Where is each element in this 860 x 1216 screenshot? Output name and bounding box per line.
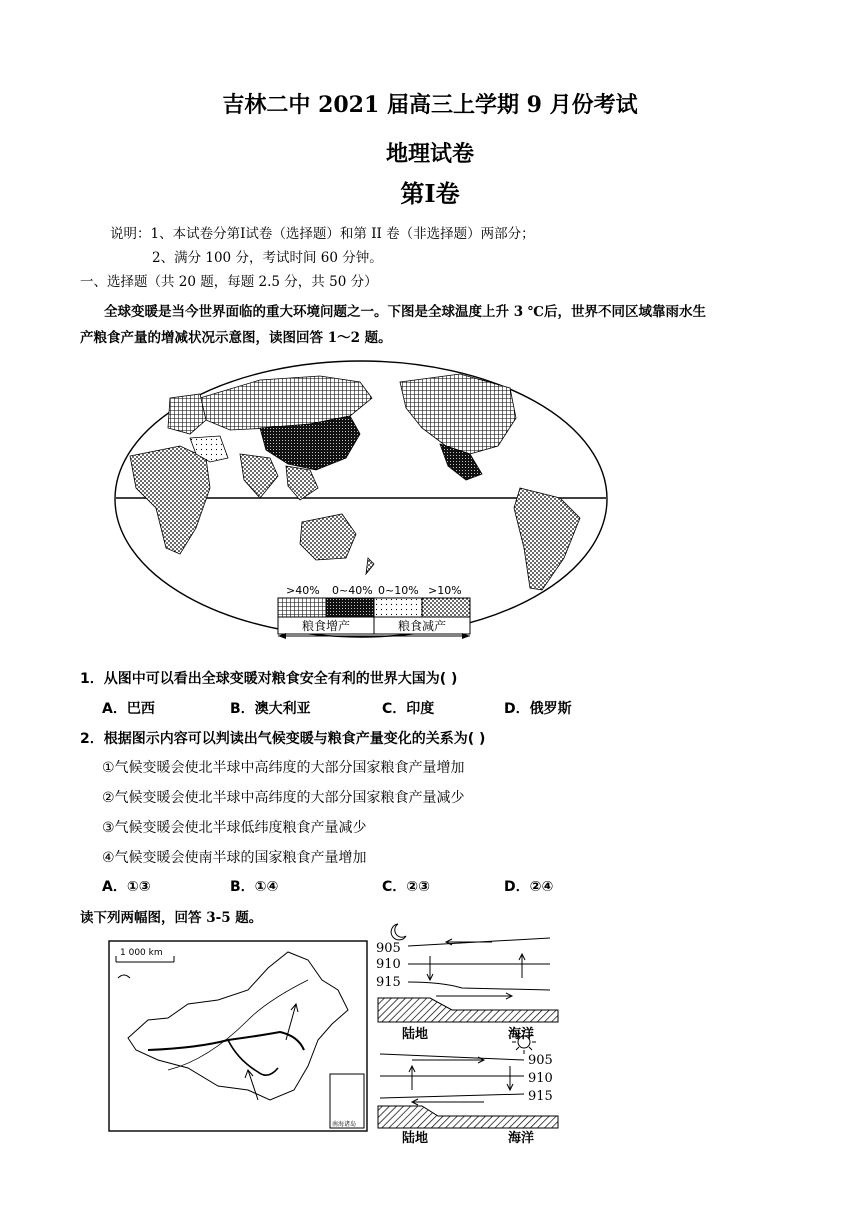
bottom-isobar-915: 915 [528,1089,553,1104]
q1-stem: 1．从图中可以看出全球变暖对粮食安全有利的世界大国为( ) [80,671,458,687]
q1-option-d[interactable]: D．俄罗斯 [504,701,572,717]
q1-option-a[interactable]: A．巴西 [102,701,155,717]
bottom-land-label: 陆地 [402,1131,429,1144]
top-isobar-910: 910 [376,957,401,972]
section-heading: 一、选择题（共 20 题，每题 2.5 分，共 50 分） [80,274,378,290]
intro-line-1: 全球变暖是当今世界面临的重大环境问题之一。下图是全球温度上升 3 ℃后，世界不同区域靠雨水生 [104,304,706,320]
q1-option-b[interactable]: B．澳大利亚 [230,701,311,717]
world-grain-map [110,358,612,640]
q1-option-c[interactable]: C．印度 [382,701,435,717]
bottom-isobar-910: 910 [528,1071,553,1086]
q2-statement-1: ①气候变暖会使北半球中高纬度的大部分国家粮食产量增加 [102,760,465,776]
legend-swatch-2 [326,598,374,617]
intro-line-2: 产粮食产量的增减状况示意图，读图回答 1～2 题。 [80,330,392,346]
bottom-isobar-905: 905 [528,1053,553,1068]
legend-increase: 粮食增产 [301,619,351,633]
legend-label-1: >40% [286,584,320,597]
legend-swatch-3 [374,598,422,617]
q2-stem: 2．根据图示内容可以判读出气候变暖与粮食产量变化的关系为( ) [80,731,486,747]
instruction-line-1: 说明：1、本试卷分第Ⅰ试卷（选择题）和第 II 卷（非选择题）两部分； [110,226,535,242]
q2-option-a[interactable]: A．①③ [102,879,151,895]
bottom-ocean-label: 海洋 [508,1131,535,1144]
china-map [108,940,368,1132]
moon-icon [391,924,406,940]
legend-label-2: 0~40% [332,584,373,597]
exam-title: 吉林二中 2021 届高三上学期 9 月份考试 [222,92,638,118]
q2-statement-2: ②气候变暖会使北半球中高纬度的大部分国家粮食产量减少 [102,790,465,806]
section-3-5-intro: 读下列两幅图，回答 3-5 题。 [80,910,263,926]
legend-label-4: >10% [428,584,462,597]
top-isobar-905: 905 [376,941,401,956]
instruction-line-2: 2、满分 100 分，考试时间 60 分钟。 [152,250,383,266]
top-isobar-915: 915 [376,975,401,990]
volume-title: 第Ⅰ卷 [400,179,460,208]
q2-option-d[interactable]: D．②④ [504,879,554,895]
inset-label: 南海诸岛 [332,1121,357,1128]
legend-swatch-1 [278,598,326,617]
q2-option-c[interactable]: C．②③ [382,879,430,895]
top-land-label: 陆地 [402,1027,429,1042]
q2-option-b[interactable]: B．①④ [230,879,279,895]
legend-swatch-4 [422,598,470,617]
legend-label-3: 0~10% [378,584,419,597]
top-ocean-label: 海洋 [508,1027,535,1042]
subject-title: 地理试卷 [385,141,474,167]
q2-statement-4: ④气候变暖会使南半球的国家粮食产量增加 [102,850,367,866]
scale-label: 1 000 km [120,948,163,958]
land-sea-pressure-diagram [372,918,564,1144]
q2-statement-3: ③气候变暖会使北半球低纬度粮食产量减少 [102,820,367,836]
legend-decrease: 粮食减产 [397,619,447,633]
